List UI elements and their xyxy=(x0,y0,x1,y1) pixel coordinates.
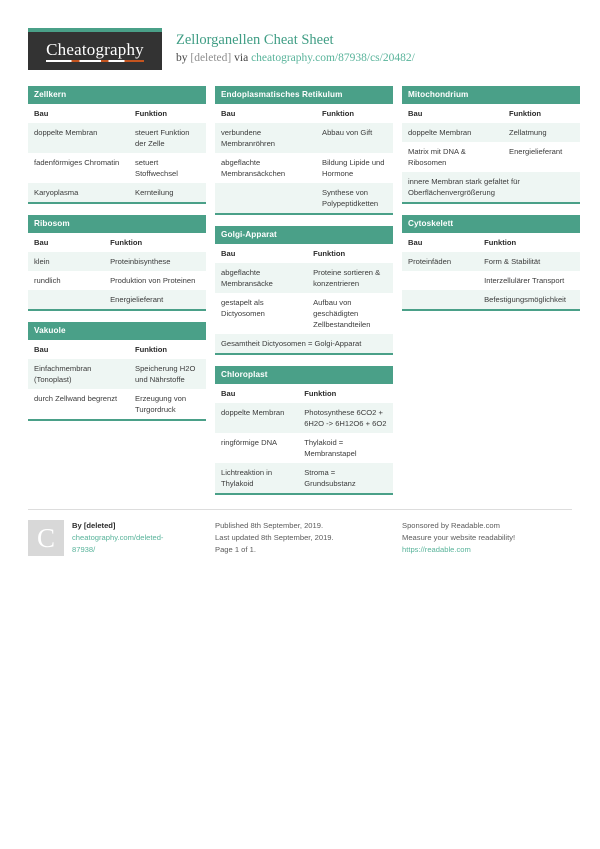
card-endoplasmatisches-retikulum xyxy=(215,86,393,215)
cell-bau: ringförmige DNA xyxy=(215,433,298,463)
cell-bau: doppelte Membran xyxy=(402,123,503,142)
cell-funktion: Abbau von Gift xyxy=(316,123,393,153)
sponsor-link[interactable]: https://readable.com xyxy=(402,545,471,555)
footer-author xyxy=(28,520,206,557)
cell-funktion: setuert Stoffwechsel xyxy=(129,153,206,183)
cell-bau: Karyoplasma xyxy=(28,183,129,202)
page-header xyxy=(28,28,572,74)
table-golgi-apparat xyxy=(215,244,393,353)
col-header-funktion: Funktion xyxy=(503,104,580,123)
table-header-row xyxy=(28,233,206,252)
table-row xyxy=(402,142,580,172)
logo-underline xyxy=(46,60,144,62)
cell-funktion: steuert Funktion der Zelle xyxy=(129,123,206,153)
table-row-full xyxy=(402,172,580,202)
table-row xyxy=(402,123,580,142)
table-cytoskelett xyxy=(402,233,580,309)
cell-funktion: Thylakoid = Membranstapel xyxy=(298,433,393,463)
card-title-zellkern: Zellkern xyxy=(28,86,206,104)
col-header-funktion: Funktion xyxy=(316,104,393,123)
cell-bau xyxy=(402,290,478,309)
cell-bau xyxy=(215,183,316,213)
cell-funktion: Interzellulärer Transport xyxy=(478,271,580,290)
title-block xyxy=(176,28,415,66)
cell-funktion: Erzeugung von Turgordruck xyxy=(129,389,206,419)
cell-bau: abgeflachte Membransäcke xyxy=(215,263,307,293)
sponsor-name: Readable.com xyxy=(451,520,500,530)
table-zellkern xyxy=(28,104,206,202)
col-header-bau: Bau xyxy=(215,384,298,403)
logo-text xyxy=(46,40,144,62)
footer-publish-info xyxy=(215,520,393,557)
cell-bau: gestapelt als Dictyosomen xyxy=(215,293,307,334)
card-mitochondrium xyxy=(402,86,580,204)
col-header-funktion: Funktion xyxy=(104,233,206,252)
avatar: C xyxy=(28,520,64,556)
byline-prefix: by xyxy=(176,52,188,65)
table-row xyxy=(215,433,393,463)
table-row xyxy=(215,403,393,433)
cell-funktion: Photosynthese 6CO2 + 6H2O -> 6H12O6 + 6O2 xyxy=(298,403,393,433)
table-header-row xyxy=(402,233,580,252)
card-title-chloroplast: Chloroplast xyxy=(215,366,393,384)
table-header-row xyxy=(28,104,206,123)
table-row xyxy=(215,293,393,334)
col-header-bau: Bau xyxy=(215,244,307,263)
cell-bau: doppelte Membran xyxy=(28,123,129,153)
table-row xyxy=(402,271,580,290)
cell-funktion: Befestigungsmöglichkeit xyxy=(478,290,580,309)
table-mitochondrium xyxy=(402,104,580,202)
table-row-full xyxy=(215,334,393,353)
col-header-bau: Bau xyxy=(215,104,316,123)
table-header-row xyxy=(215,104,393,123)
sponsor-line xyxy=(402,520,580,532)
cell-funktion: Synthese von Polypeptidketten xyxy=(316,183,393,213)
footer-sponsor xyxy=(402,520,580,557)
cell-funktion: Proteine sortieren & konzentrieren xyxy=(307,263,393,293)
card-title-endoplasmatisches-retikulum: Endoplasmatisches Retikulum xyxy=(215,86,393,104)
sponsor-tagline: Measure your website readability! xyxy=(402,532,516,542)
table-row xyxy=(28,290,206,309)
card-title-golgi-apparat: Golgi-Apparat xyxy=(215,226,393,244)
table-row xyxy=(28,359,206,389)
table-header-row xyxy=(215,244,393,263)
card-cytoskelett xyxy=(402,215,580,311)
table-endoplasmatisches-retikulum xyxy=(215,104,393,213)
cell-bau: klein xyxy=(28,252,104,271)
card-title-ribosom: Ribosom xyxy=(28,215,206,233)
col-header-bau: Bau xyxy=(402,104,503,123)
sponsor-prefix: Sponsored by xyxy=(402,520,449,530)
col-header-bau: Bau xyxy=(28,233,104,252)
column-3 xyxy=(402,86,580,322)
cell-funktion: Speicherung H2O und Nährstoffe xyxy=(129,359,206,389)
cell-bau xyxy=(402,271,478,290)
cell-note: Gesamtheit Dictyosomen = Golgi-Apparat xyxy=(215,334,393,353)
col-header-funktion: Funktion xyxy=(307,244,393,263)
page-count: Page 1 of 1. xyxy=(215,545,256,555)
logo-wordmark: Cheatography xyxy=(46,40,144,59)
table-row xyxy=(215,153,393,183)
cell-funktion: Bildung Lipide und Hormone xyxy=(316,153,393,183)
table-ribosom xyxy=(28,233,206,309)
author-info xyxy=(72,520,163,557)
table-row xyxy=(28,183,206,202)
card-title-cytoskelett: Cytoskelett xyxy=(402,215,580,233)
page-footer xyxy=(28,520,572,557)
cell-funktion: Zellatmung xyxy=(503,123,580,142)
byline-source-link[interactable]: cheatography.com/87938/cs/20482/ xyxy=(251,52,415,65)
updated-date: Last updated 8th September, 2019. xyxy=(215,532,334,542)
cell-bau: durch Zellwand begrenzt xyxy=(28,389,129,419)
table-row xyxy=(402,290,580,309)
published-date: Published 8th September, 2019. xyxy=(215,520,324,530)
card-golgi-apparat xyxy=(215,226,393,355)
table-row xyxy=(215,463,393,493)
cell-funktion: Stroma = Grundsubstanz xyxy=(298,463,393,493)
byline-via: via xyxy=(234,52,249,65)
table-vakuole xyxy=(28,340,206,419)
card-title-vakuole: Vakuole xyxy=(28,322,206,340)
cell-funktion: Proteinbisynthese xyxy=(104,252,206,271)
table-header-row xyxy=(28,340,206,359)
col-header-funktion: Funktion xyxy=(129,340,206,359)
author-profile-link-cont[interactable]: 87938/ xyxy=(72,545,96,555)
card-chloroplast xyxy=(215,366,393,495)
cell-bau: abgeflachte Membransäckchen xyxy=(215,153,316,183)
table-row xyxy=(28,153,206,183)
card-ribosom xyxy=(28,215,206,311)
cell-funktion: Aufbau von geschädigten Zellbestandteilen xyxy=(307,293,393,334)
cell-bau: doppelte Membran xyxy=(215,403,298,433)
cell-note: innere Membran stark gefaltet für Oberflächenvergrößerung xyxy=(402,172,580,202)
table-row xyxy=(28,271,206,290)
page-title: Zellorganellen Cheat Sheet xyxy=(176,32,334,48)
table-row xyxy=(28,123,206,153)
footer-divider xyxy=(28,509,572,510)
content-columns xyxy=(28,86,572,506)
cell-bau xyxy=(28,290,104,309)
col-header-funktion: Funktion xyxy=(298,384,393,403)
table-row xyxy=(215,263,393,293)
cell-bau: fadenförmiges Chromatin xyxy=(28,153,129,183)
table-row xyxy=(215,183,393,213)
cell-bau: Matrix mit DNA & Ribosomen xyxy=(402,142,503,172)
cell-bau: verbundene Membranröhren xyxy=(215,123,316,153)
table-chloroplast xyxy=(215,384,393,493)
table-header-row xyxy=(215,384,393,403)
table-header-row xyxy=(402,104,580,123)
cell-bau: Einfachmembran (Tonoplast) xyxy=(28,359,129,389)
col-header-bau: Bau xyxy=(28,340,129,359)
cell-funktion: Produktion von Proteinen xyxy=(104,271,206,290)
cell-bau: Proteinfäden xyxy=(402,252,478,271)
column-1 xyxy=(28,86,206,432)
col-header-funktion: Funktion xyxy=(129,104,206,123)
card-title-mitochondrium: Mitochondrium xyxy=(402,86,580,104)
card-vakuole xyxy=(28,322,206,421)
column-2 xyxy=(215,86,393,506)
cell-funktion: Energielieferant xyxy=(503,142,580,172)
cell-funktion: Kernteilung xyxy=(129,183,206,202)
table-row xyxy=(402,252,580,271)
byline-author: [deleted] xyxy=(190,52,232,65)
cell-bau: Lichtreaktion in Thylakoid xyxy=(215,463,298,493)
col-header-funktion: Funktion xyxy=(478,233,580,252)
author-name: By [deleted] xyxy=(72,520,116,530)
author-profile-link[interactable]: cheatography.com/deleted- xyxy=(72,532,164,542)
table-row xyxy=(28,252,206,271)
table-row xyxy=(28,389,206,419)
card-zellkern xyxy=(28,86,206,204)
col-header-bau: Bau xyxy=(28,104,129,123)
col-header-bau: Bau xyxy=(402,233,478,252)
cell-funktion: Form & Stabilität xyxy=(478,252,580,271)
cell-bau: rundlich xyxy=(28,271,104,290)
cheatography-logo[interactable] xyxy=(28,28,162,70)
table-row xyxy=(215,123,393,153)
cell-funktion: Energielieferant xyxy=(104,290,206,309)
byline xyxy=(176,50,415,66)
